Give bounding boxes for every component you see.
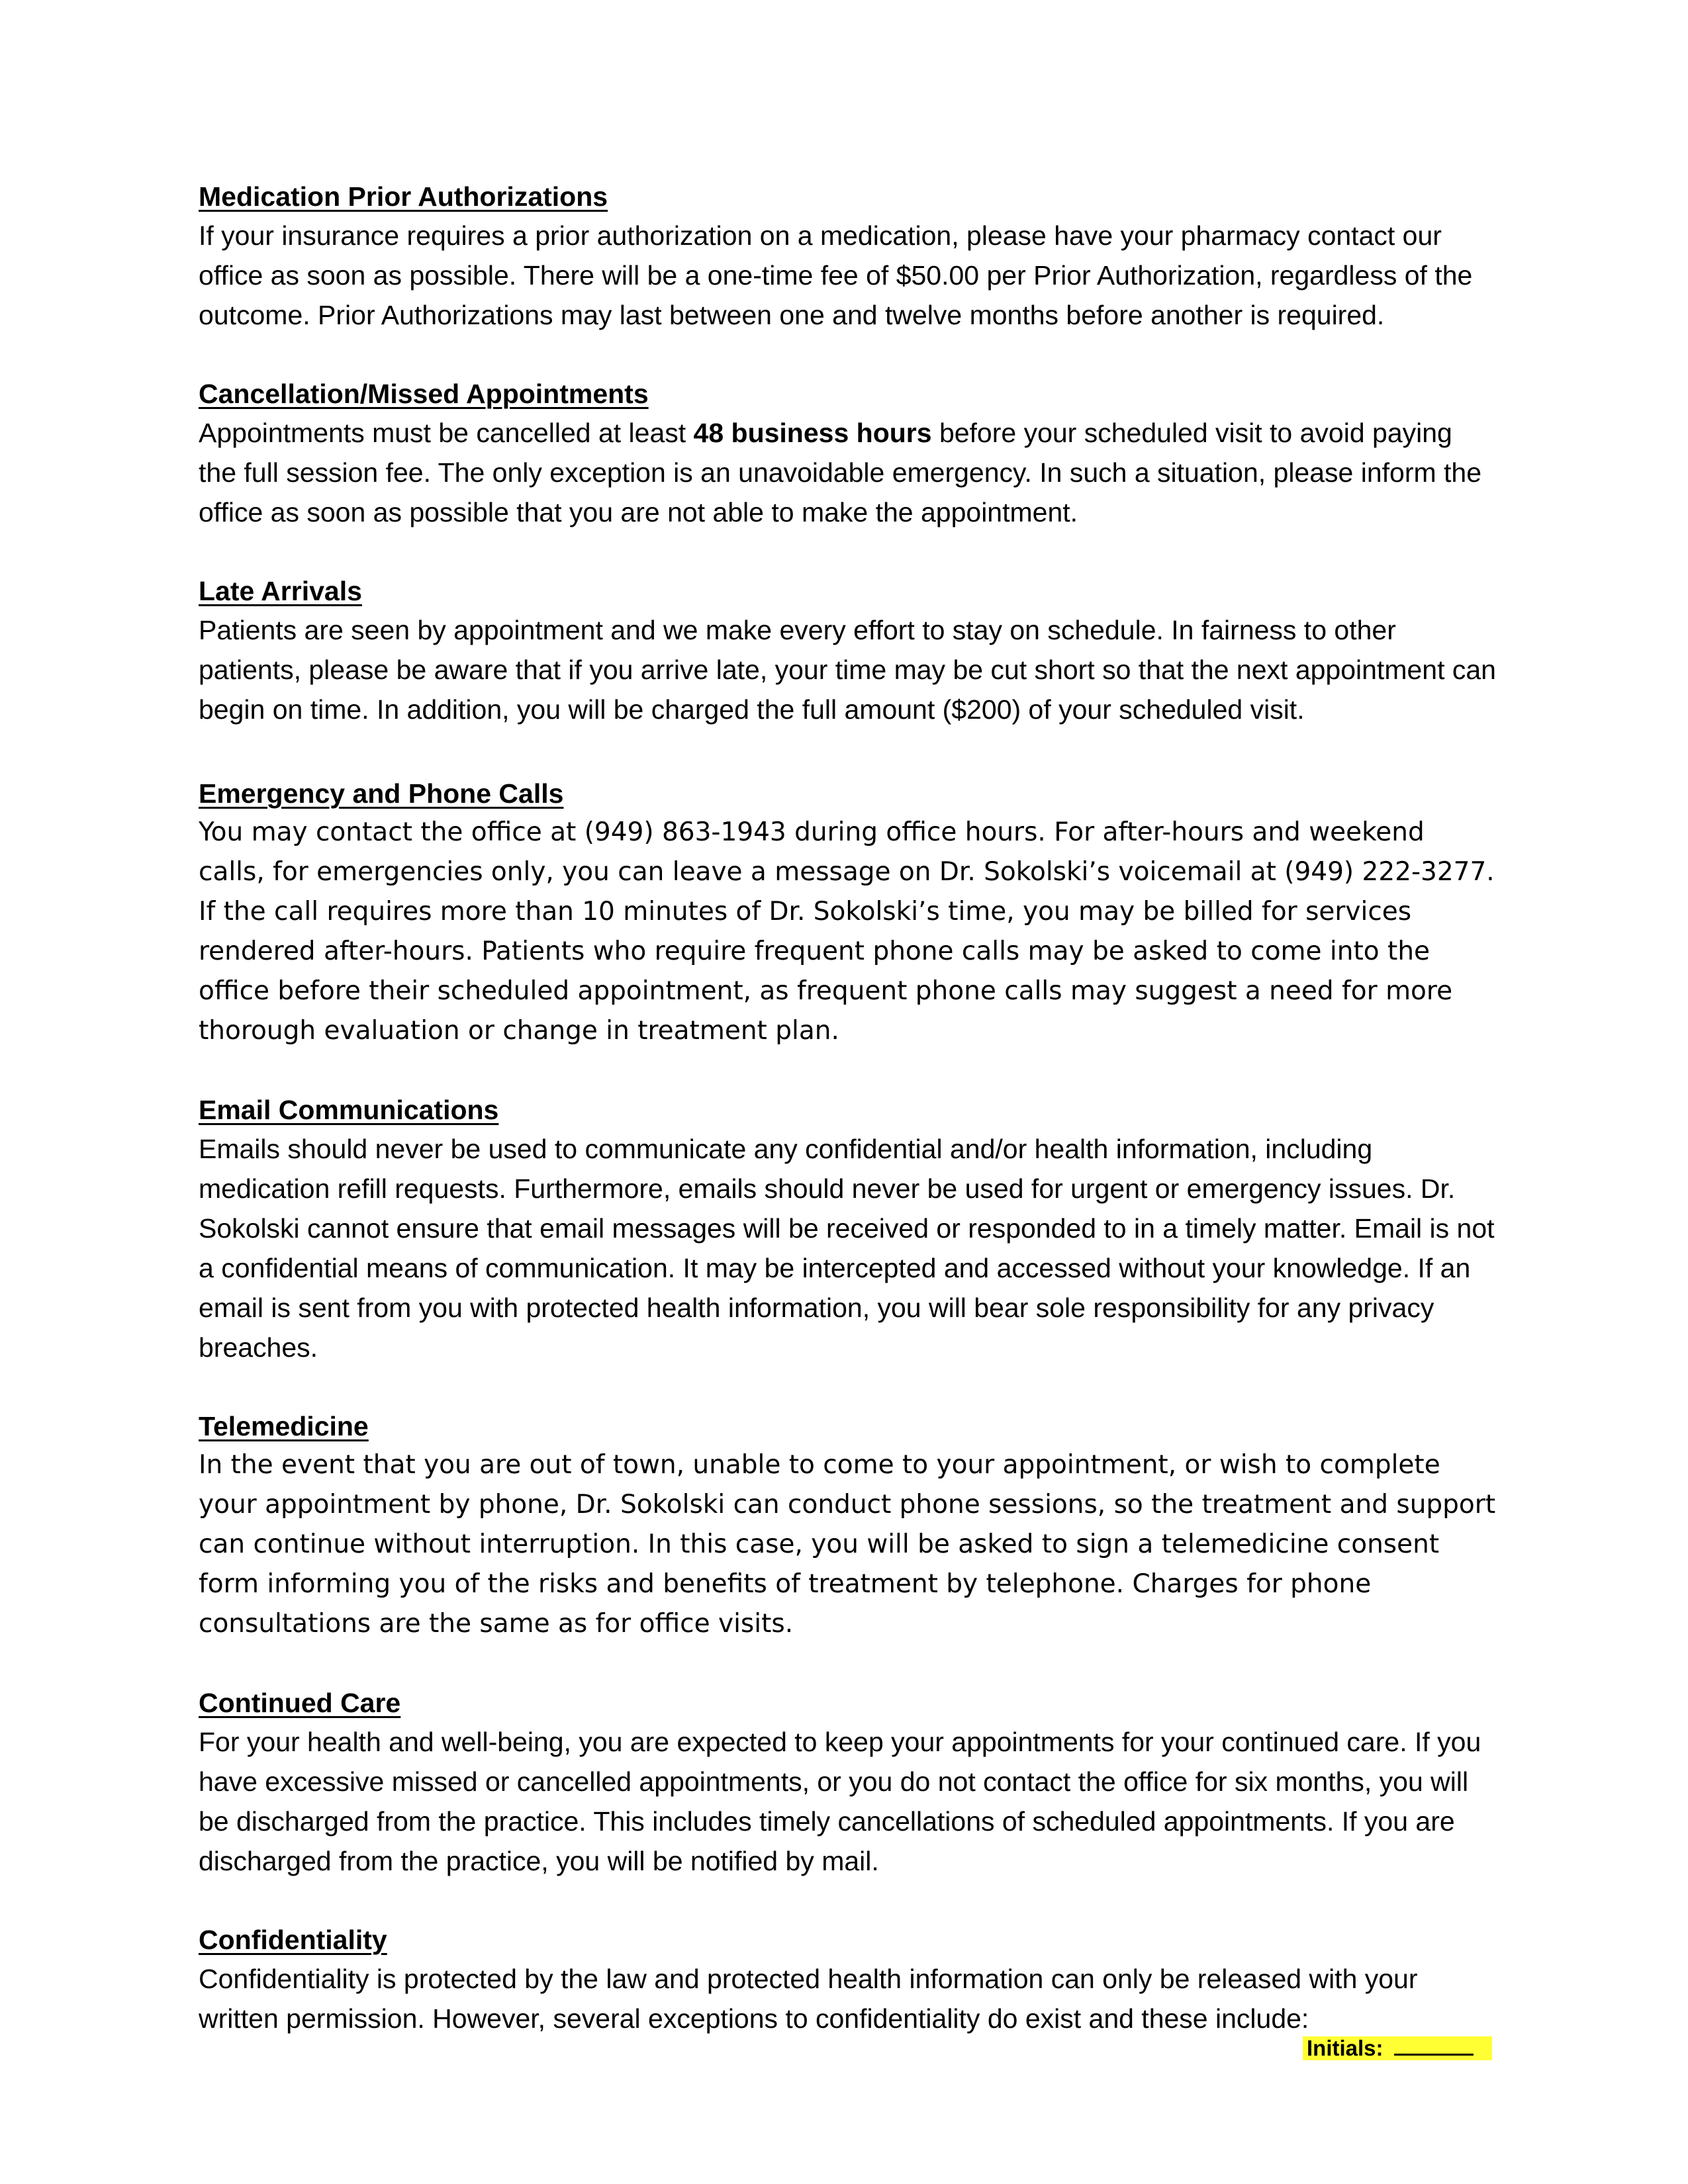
section-telemedicine: [199, 1407, 1496, 1644]
spacer: [199, 729, 1496, 774]
spacer: [199, 1051, 1496, 1091]
initials-label: Initials:: [1307, 2036, 1383, 2060]
section-heading: Confidentiality: [199, 1925, 387, 1955]
section-body: For your health and well-being, you are expected to keep your appointments for your continued care. If you have excessive missed or cancelled appointments, or you do not contact the office for six months, you will be discharged from the practice. This includes timely cancellations of scheduled appointments. If you are discharged from the practice, you will be notified by mail.: [199, 1727, 1481, 1876]
body-text-after-bold: before your scheduled visit to avoid paying the full session fee. The only exception is an unavoidable emergency. In such a situation, please inform the office as soon as possible that you are not able to make the appointment.: [199, 418, 1482, 527]
initials-signature-line[interactable]: [1394, 2036, 1474, 2056]
section-body: If your insurance requires a prior authorization on a medication, please have your pharmacy contact our office as soon as possible. There will be a one-time fee of $50.00 per Prior Authorization, regardless of the outcome. Prior Authorizations may last between one and twelve months before another is required.: [199, 220, 1473, 330]
section-body: In the event that you are out of town, unable to come to your appointment, or wish to complete your appointment by phone, Dr. Sokolski can conduct phone sessions, so the treatment and support can continue without interruption. In this case, you will be asked to sign a telemedicine consent form informing you of the risks and benefits of treatment by telephone. Charges for phone consultations are the same as for office visits.: [199, 1450, 1496, 1639]
section-emergency-phone-calls: [199, 774, 1496, 1051]
section-heading: Emergency and Phone Calls: [199, 778, 564, 809]
document-page: [199, 177, 1496, 2038]
initials-field[interactable]: [1303, 2036, 1492, 2060]
section-continued-care: [199, 1684, 1496, 1881]
section-email-communications: [199, 1091, 1496, 1367]
section-body: Patients are seen by appointment and we make every effort to stay on schedule. In fairness to other patients, please be aware that if you arrive late, your time may be cut short so that the next appointment can begin on time. In addition, you will be charged the full amount ($200) of your scheduled visit.: [199, 615, 1496, 725]
spacer: [199, 335, 1496, 375]
spacer: [199, 1881, 1496, 1921]
section-heading: Telemedicine: [199, 1411, 369, 1441]
spacer: [199, 532, 1496, 572]
spacer: [199, 1644, 1496, 1684]
section-body: Emails should never be used to communicate any confidential and/or health information, including medication refill requests. Furthermore, emails should never be used for urgent or emergency issues. Dr. Sokolski cannot ensure that email messages will be received or responded to in a timely matter. Email is not a confidential means of communication. It may be intercepted and accessed without your knowledge. If an email is sent from you with protected health information, you will bear sole responsibility for any privacy breaches.: [199, 1134, 1495, 1363]
section-cancellation-missed-appointments: [199, 375, 1496, 532]
section-body: Confidentiality is protected by the law and protected health information can only be released with your written permission. However, several exceptions to confidentiality do exist and these include:: [199, 1964, 1418, 2034]
section-medication-prior-authorizations: [199, 177, 1496, 335]
section-body: [199, 413, 1496, 532]
section-heading: Cancellation/Missed Appointments: [199, 379, 649, 409]
section-heading: Late Arrivals: [199, 576, 362, 606]
body-text-bold: 48 business hours: [693, 418, 932, 448]
section-body: You may contact the office at (949) 863-1943 during office hours. For after-hours and weekend calls, for emergencies only, you can leave a message on Dr. Sokolski’s voicemail at (949) 222-3277. If the call requires more than 10 minutes of Dr. Sokolski’s time, you may be billed for services rendered after-hours. Patients who require frequent phone calls may be asked to come into the office before their scheduled appointment, as frequent phone calls may suggest a need for more thorough evaluation or change in treatment plan.: [199, 817, 1495, 1046]
section-heading: Continued Care: [199, 1688, 401, 1718]
section-heading: Email Communications: [199, 1095, 499, 1125]
body-text-before-bold: Appointments must be cancelled at least: [199, 418, 694, 448]
section-confidentiality: [199, 1921, 1496, 2038]
spacer: [199, 1367, 1496, 1407]
section-late-arrivals: [199, 572, 1496, 729]
section-heading: Medication Prior Authorizations: [199, 181, 608, 212]
